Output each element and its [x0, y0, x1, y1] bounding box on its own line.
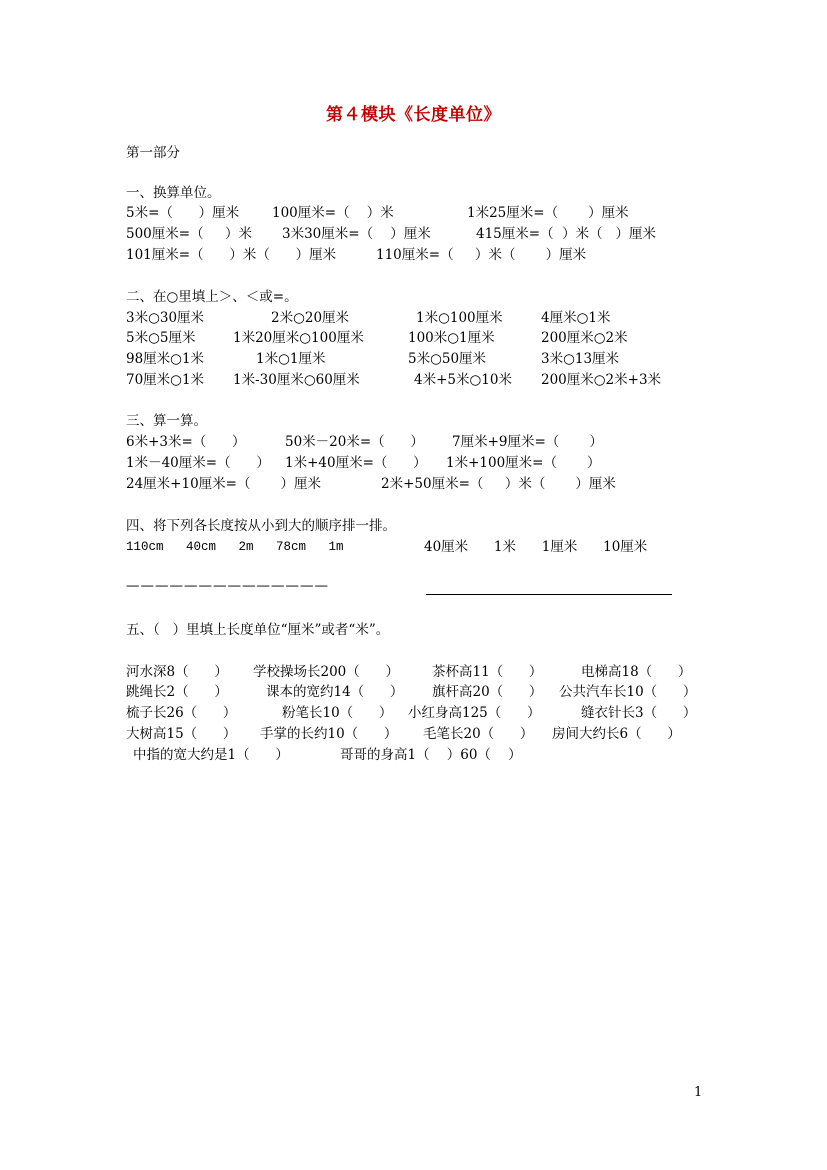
- s1-r3-c2: 110厘米=（ ）米（ ）厘米: [376, 247, 587, 263]
- s5-r2-c1: 跳绳长2（ ）: [126, 684, 228, 700]
- section-5-heading: 五、（ ）里填上长度单位“厘米”或者“米”。: [126, 622, 390, 638]
- s2-r1-c4: 4厘米○1米: [541, 310, 611, 326]
- section-3-heading: 三、算一算。: [126, 413, 207, 429]
- s2-r2-c3: 100米○1厘米: [408, 330, 495, 346]
- s1-r1-c1: 5米=（ ）厘米: [126, 205, 240, 221]
- s2-r1-c2: 2米○20厘米: [271, 310, 350, 326]
- s3-r3-c2: 2米+50厘米=（ ）米（ ）厘米: [381, 476, 616, 492]
- s3-r1-c1: 6米+3米=（ ）: [126, 434, 246, 450]
- section-2-heading: 二、在○里填上＞、＜或=。: [126, 289, 298, 305]
- section-1-heading: 一、换算单位。: [126, 185, 221, 201]
- s1-r3-c1: 101厘米=（ ）米（ ）厘米: [126, 247, 337, 263]
- s5-r3-c3: 小红身高125（ ）: [408, 705, 541, 721]
- s2-r2-c2: 1米20厘米○100厘米: [233, 330, 364, 346]
- s2-r4-c3: 4米+5米○10米: [414, 372, 512, 388]
- s3-r1-c3: 7厘米+9厘米=（ ）: [452, 434, 603, 450]
- s1-r2-c3: 415厘米=（ ）米（ ）厘米: [476, 226, 657, 242]
- s5-r2-c2: 课本的宽约14（ ）: [266, 684, 404, 700]
- s5-r3-c4: 缝衣针长3（ ）: [581, 705, 697, 721]
- s5-r1-c4: 电梯高18（ ）: [581, 664, 692, 680]
- s2-r4-c4: 200厘米○2米+3米: [541, 372, 662, 388]
- s2-r2-c1: 5米○5厘米: [126, 330, 196, 346]
- s3-r2-c3: 1米+100厘米=（ ）: [446, 455, 601, 471]
- answer-underline: [426, 594, 672, 595]
- s2-r1-c3: 1米○100厘米: [416, 310, 503, 326]
- s5-r2-c4: 公共汽车长10（ ）: [559, 684, 697, 700]
- s1-r1-c2: 100厘米=（ ）米: [272, 205, 394, 221]
- s2-r1-c1: 3米○30厘米: [126, 310, 205, 326]
- s2-r4-c1: 70厘米○1米: [126, 372, 205, 388]
- s5-r4-c1: 大树高15（ ）: [126, 726, 237, 742]
- s1-r1-c3: 1米25厘米=（ ）厘米: [467, 205, 629, 221]
- s3-r1-c2: 50米－20米=（ ）: [285, 434, 424, 450]
- s4-lengths-right: 40厘米 1米 1厘米 10厘米: [424, 539, 648, 555]
- s1-r2-c1: 500厘米=（ ）米: [126, 226, 253, 242]
- answer-dash-line: ——————————————: [126, 578, 329, 594]
- s2-r3-c3: 5米○50厘米: [408, 351, 487, 367]
- s5-r4-c2: 手掌的长约10（ ）: [260, 726, 398, 742]
- page-number: 1: [694, 1085, 703, 1100]
- s5-r3-c1: 梳子长26（ ）: [126, 705, 237, 721]
- page-title: 第４模块《长度单位》: [326, 105, 501, 125]
- s2-r2-c4: 200厘米○2米: [541, 330, 628, 346]
- s4-lengths-left: 110cm 40cm 2m 78cm 1m: [126, 540, 344, 554]
- s5-r1-c3: 茶杯高11（ ）: [432, 664, 543, 680]
- s2-r3-c2: 1米○1厘米: [256, 351, 326, 367]
- s5-r1-c2: 学校操场长200（ ）: [253, 664, 400, 680]
- section-4-heading: 四、将下列各长度按从小到大的顺序排一排。: [126, 518, 396, 534]
- s5-r2-c3: 旗杆高20（ ）: [432, 684, 543, 700]
- s2-r3-c1: 98厘米○1米: [126, 351, 205, 367]
- s5-r4-c3: 毛笔长20（ ）: [423, 726, 534, 742]
- s2-r3-c4: 3米○13厘米: [541, 351, 620, 367]
- s5-r1-c1: 河水深8（ ）: [126, 664, 228, 680]
- s5-r3-c2: 粉笔长10（ ）: [282, 705, 393, 721]
- s5-r5-c1: 中指的宽大约是1（ ）: [133, 747, 289, 763]
- s1-r2-c2: 3米30厘米=（ ）厘米: [282, 226, 431, 242]
- s3-r3-c1: 24厘米+10厘米=（ ）厘米: [126, 476, 322, 492]
- s3-r2-c2: 1米+40厘米=（ ）: [285, 455, 427, 471]
- s3-r2-c1: 1米－40厘米=（ ）: [126, 455, 270, 471]
- s2-r4-c2: 1米-30厘米○60厘米: [233, 372, 360, 388]
- s5-r4-c4: 房间大约长6（ ）: [552, 726, 681, 742]
- part-label: 第一部分: [126, 145, 180, 161]
- s5-r5-c2: 哥哥的身高1（ ）60（ ）: [340, 747, 522, 763]
